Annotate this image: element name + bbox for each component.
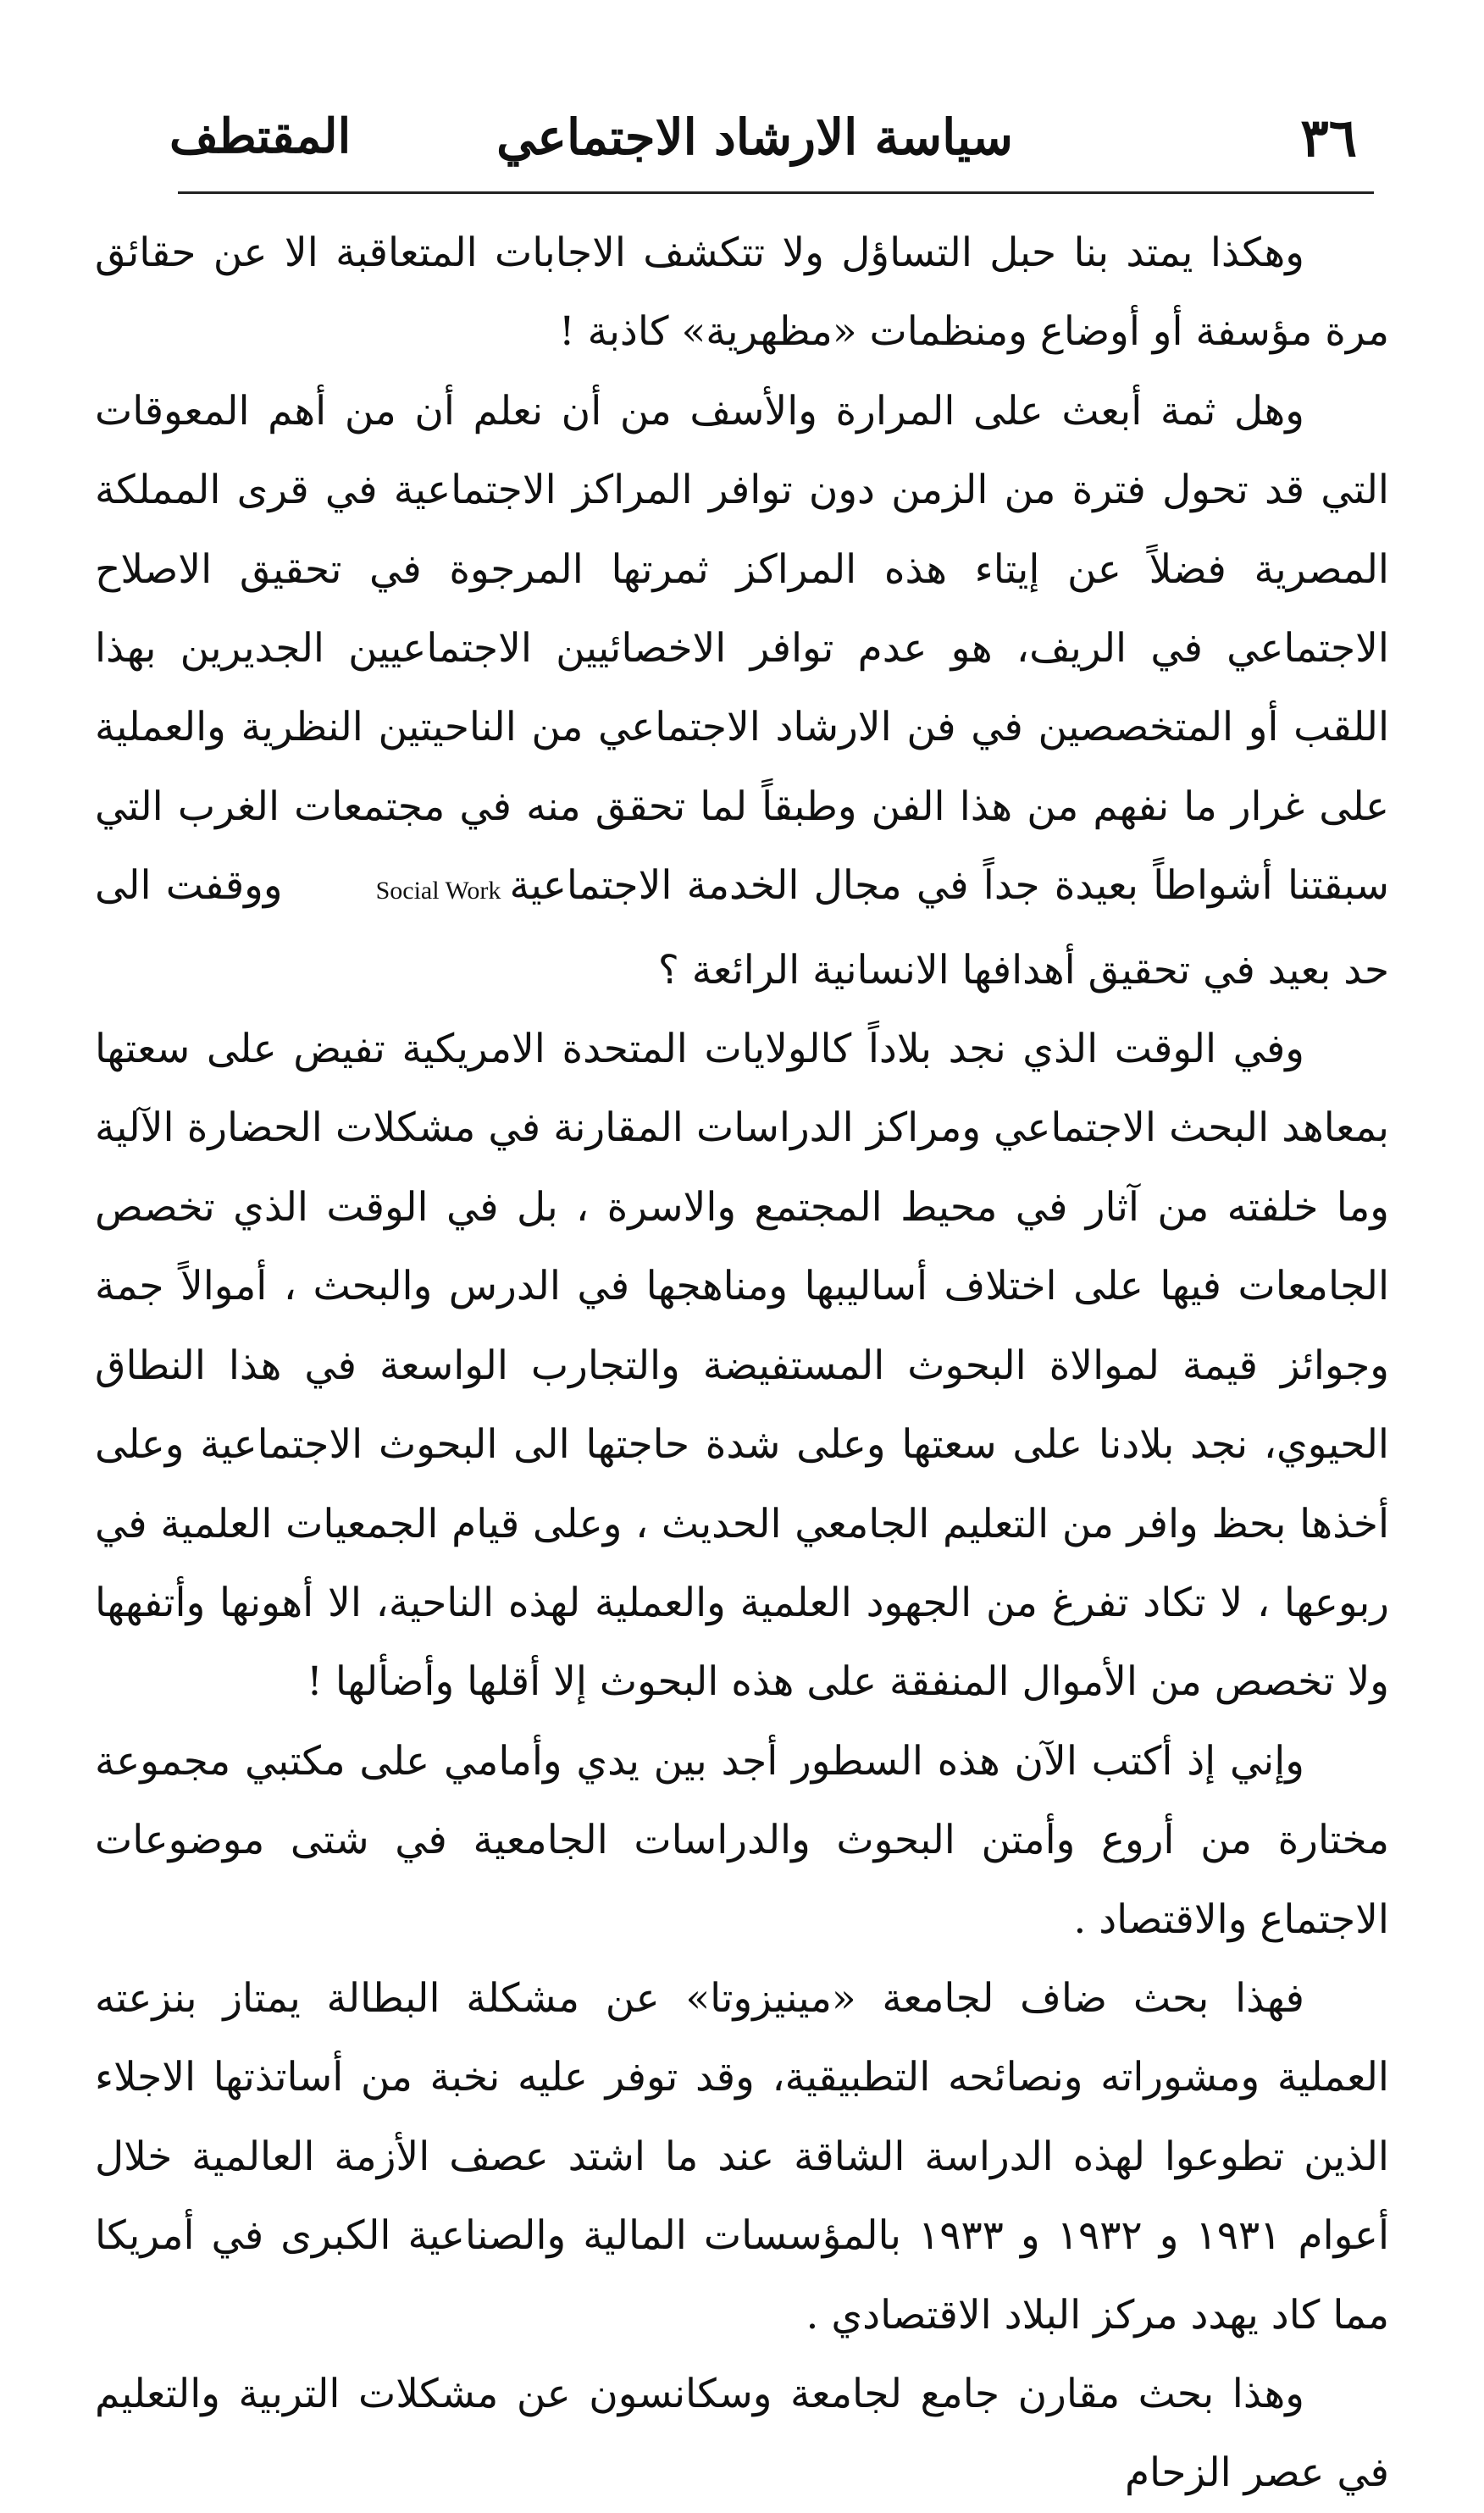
- paragraph: وهذا بحث مقارن جامع لجامعة وسكانسون عن مشكلات التربية والتعليم في عصر الزحام: [95, 2370, 1389, 2497]
- paragraph-text: ووقفت الى حد بعيد في تحقيق أهدافها الانسانية الرائعة ؟: [95, 862, 1389, 994]
- article-body: [95, 213, 1389, 2513]
- paragraph: وفي الوقت الذي نجد بلاداً كالولايات المتحدة الامريكية تفيض على سعتها بمعاهد البحث الاجتماعي ومراكز الدراسات المقارنة في مشكلات الحضارة الآلية وما خلفته من آثار في محيط المجتمع والاسرة ، بل في الوقت الذي تخصص الجامعات فيها على اختلاف أساليبها ومناهجها في الدرس والبحث ، أموالاً جمة وجوائز قيمة لموالاة البحوث المستفيضة والتجارب الواسعة في هذا النطاق الحيوي، نجد بلادنا على سعتها وعلى شدة حاجتها الى البحوث الاجتماعية وعلى أخذها بحظ وافر من التعليم الجامعي الحديث ، وعلى قيام الجمعيات العلمية في ربوعها ، لا تكاد تفرغ من الجهود العلمية والعملية لهذه الناحية، الا أهونها وأتفهها ولا تخصص من الأموال المنفقة على هذه البحوث إلا أقلها وأضألها !: [95, 1026, 1389, 1706]
- paragraph: وهكذا يمتد بنا حبل التساؤل ولا تتكشف الاجابات المتعاقبة الا عن حقائق مرة مؤسفة أو أوضاع ومنظمات «مظهرية» كاذبة !: [95, 230, 1389, 356]
- paragraph: وإني إذ أكتب الآن هذه السطور أجد بين يدي وأمامي على مكتبي مجموعة مختارة من أروع وأمتن البحوث والدراسات الجامعية في شتى موضوعات الاجتماع والاقتصاد .: [95, 1737, 1389, 1943]
- journal-name: المقتطف: [169, 108, 352, 164]
- page-number: ٣٦: [1300, 107, 1357, 169]
- page-header: [152, 100, 1357, 176]
- paragraph-text: وهل ثمة أبعث على المرارة والأسف من أن نعلم أن من أهم المعوقات التي قد تحول فترة من الزمن دون توافر المراكز الاجتماعية في قرى المملكة المصرية فضلاً عن إيتاء هذه المراكز ثمرتها المرجوة في تحقيق الاصلاح الاجتماعي في الريف، هو عدم توافر الاخصائيين الاجتماعيين الجديرين بهذا اللقب أو المتخصصين في فن الارشاد الاجتماعي من الناحيتين النظرية والعملية على غرار ما نفهم من هذا الفن وطبقاً لما تحقق منه في مجتمعات الغرب التي سبقتنا أشواطاً بعيدة جداً في مجال الخدمة الاجتماعية: [95, 387, 1389, 910]
- header-rule: [178, 191, 1374, 194]
- paragraph: فهذا بحث ضاف لجامعة «مينيزوتا» عن مشكلة البطالة يمتاز بنزعته العملية ومشوراته ونصائحه التطبيقية، وقد توفر عليه نخبة من أساتذتها الاجلاء الذين تطوعوا لهذه الدراسة الشاقة عند ما اشتد عصف الأزمة العالمية خلال أعوام ١٩٣١ و ١٩٣٢ و ١٩٣٣ بالمؤسسات المالية والصناعية الكبرى في أمريكا مما كاد يهدد مركز البلاد الاقتصادي .: [95, 1974, 1390, 2339]
- paragraph: [95, 372, 1389, 1010]
- latin-term: Social Work: [375, 877, 501, 905]
- running-title: سياسة الارشاد الاجتماعي: [496, 108, 1013, 166]
